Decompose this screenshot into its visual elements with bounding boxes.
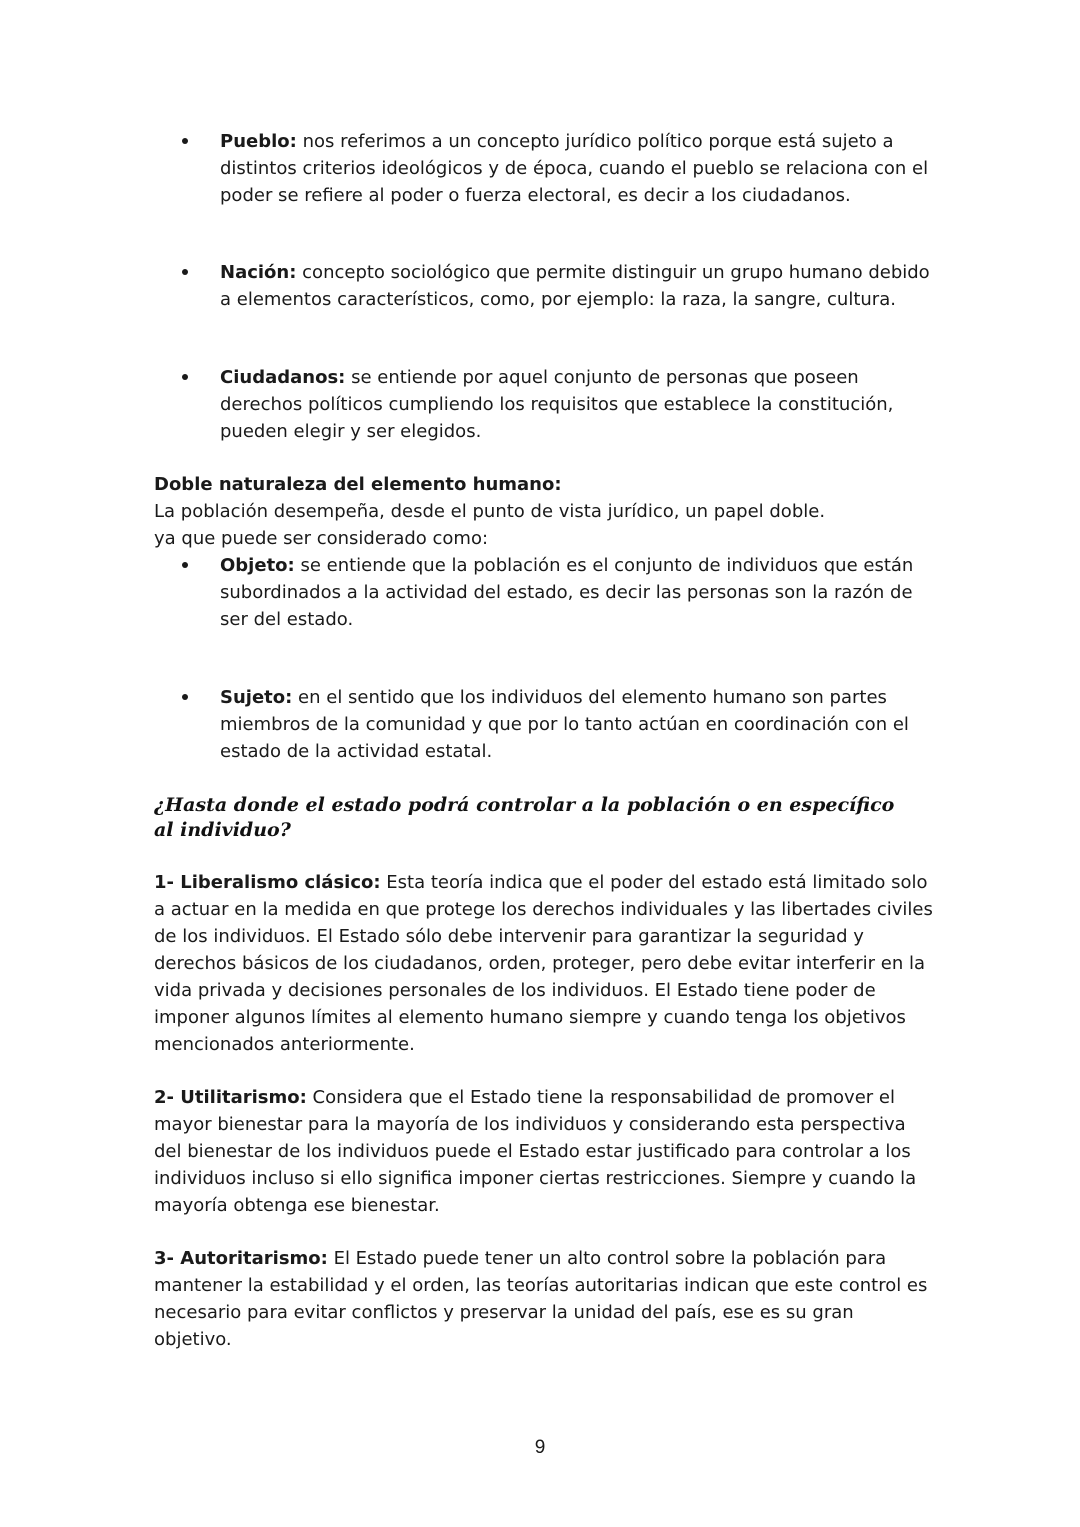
doble-line-2: ya que puede ser considerado como: — [154, 528, 489, 549]
theory-text: Considera que el Estado tiene la responsabilidad de promover el mayor bienestar para la mayoría de los individuos y considerando esta perspectiva del bienestar de los individuos puede el Estado estar justificado para controlar a los individuos incluso si ello significa imponer ciertas restricciones. Siempre y cuando la mayoría obtenga ese bienestar. — [154, 1087, 917, 1216]
theory-text: Esta teoría indica que el poder del estado está limitado solo a actuar en la medida en que protege los derechos individuales y las libertades civiles de los individuos. El Estado sólo debe intervenir para garantizar la seguridad y derechos básicos de los ciudadanos, orden, proteger, pero debe evitar interferir en la vida privada y decisiones personales de los individuos. El Estado tiene poder de imponer algunos límites al elemento humano siempre y cuando tenga los objetivos mencionados anteriormente. — [154, 872, 933, 1055]
theory-term: 3- Autoritarismo: — [154, 1248, 328, 1269]
bullet-term: Sujeto: — [220, 687, 293, 708]
theory-text: El Estado puede tener un alto control sobre la población para mantener la estabilidad y el orden, las teorías autoritarias indican que este control es necesario para evitar conflictos y preservar la unidad del país, ese es su gran objetivo. — [154, 1248, 928, 1350]
bullet-dot — [182, 269, 188, 275]
doble-naturaleza-section — [154, 471, 934, 552]
bullet-text: en el sentido que los individuos del elemento humano son partes miembros de la comunidad y que por lo tanto actúan en coordinación con el estado de la actividad estatal. — [220, 687, 909, 762]
bullet-body — [220, 259, 940, 313]
bullet-text: concepto sociológico que permite distinguir un grupo humano debido a elementos característicos, como, por ejemplo: la raza, la sangre, cultura. — [220, 262, 930, 310]
bullet-body — [220, 684, 940, 765]
bullet-text: se entiende que la población es el conjunto de individuos que están subordinados a la actividad del estado, es decir las personas son la razón de ser del estado. — [220, 555, 914, 630]
bullet-dot — [182, 562, 188, 568]
bullet-text: nos referimos a un concepto jurídico político porque está sujeto a distintos criterios ideológicos y de época, cuando el pueblo se relaciona con el poder se refiere al poder o fuerza electoral, es decir a los ciudadanos. — [220, 131, 929, 206]
theory-utilitarismo — [154, 1084, 934, 1219]
bullet-term: Nación: — [220, 262, 297, 283]
bullet-body — [220, 364, 940, 445]
bullet-dot — [182, 694, 188, 700]
bullet-dot — [182, 138, 188, 144]
bullet-term: Objeto: — [220, 555, 295, 576]
theory-liberalismo — [154, 869, 934, 1058]
bullet-term: Ciudadanos: — [220, 367, 346, 388]
doble-line-1: La población desempeña, desde el punto de vista jurídico, un papel doble. — [154, 501, 826, 522]
page-number: 9 — [534, 1437, 546, 1458]
theory-term: 2- Utilitarismo: — [154, 1087, 307, 1108]
question-heading: ¿Hasta donde el estado podrá controlar a la población o en específico al individuo? — [154, 794, 895, 841]
theory-term: 1- Liberalismo clásico: — [154, 872, 381, 893]
section-heading: Doble naturaleza del elemento humano: — [154, 474, 562, 495]
bullet-body — [220, 552, 940, 633]
bullet-term: Pueblo: — [220, 131, 297, 152]
bullet-text: se entiende por aquel conjunto de personas que poseen derechos políticos cumpliendo los requisitos que establece la constitución, pueden elegir y ser elegidos. — [220, 367, 894, 442]
bullet-body — [220, 128, 940, 209]
bullet-dot — [182, 374, 188, 380]
theory-autoritarismo — [154, 1245, 934, 1353]
